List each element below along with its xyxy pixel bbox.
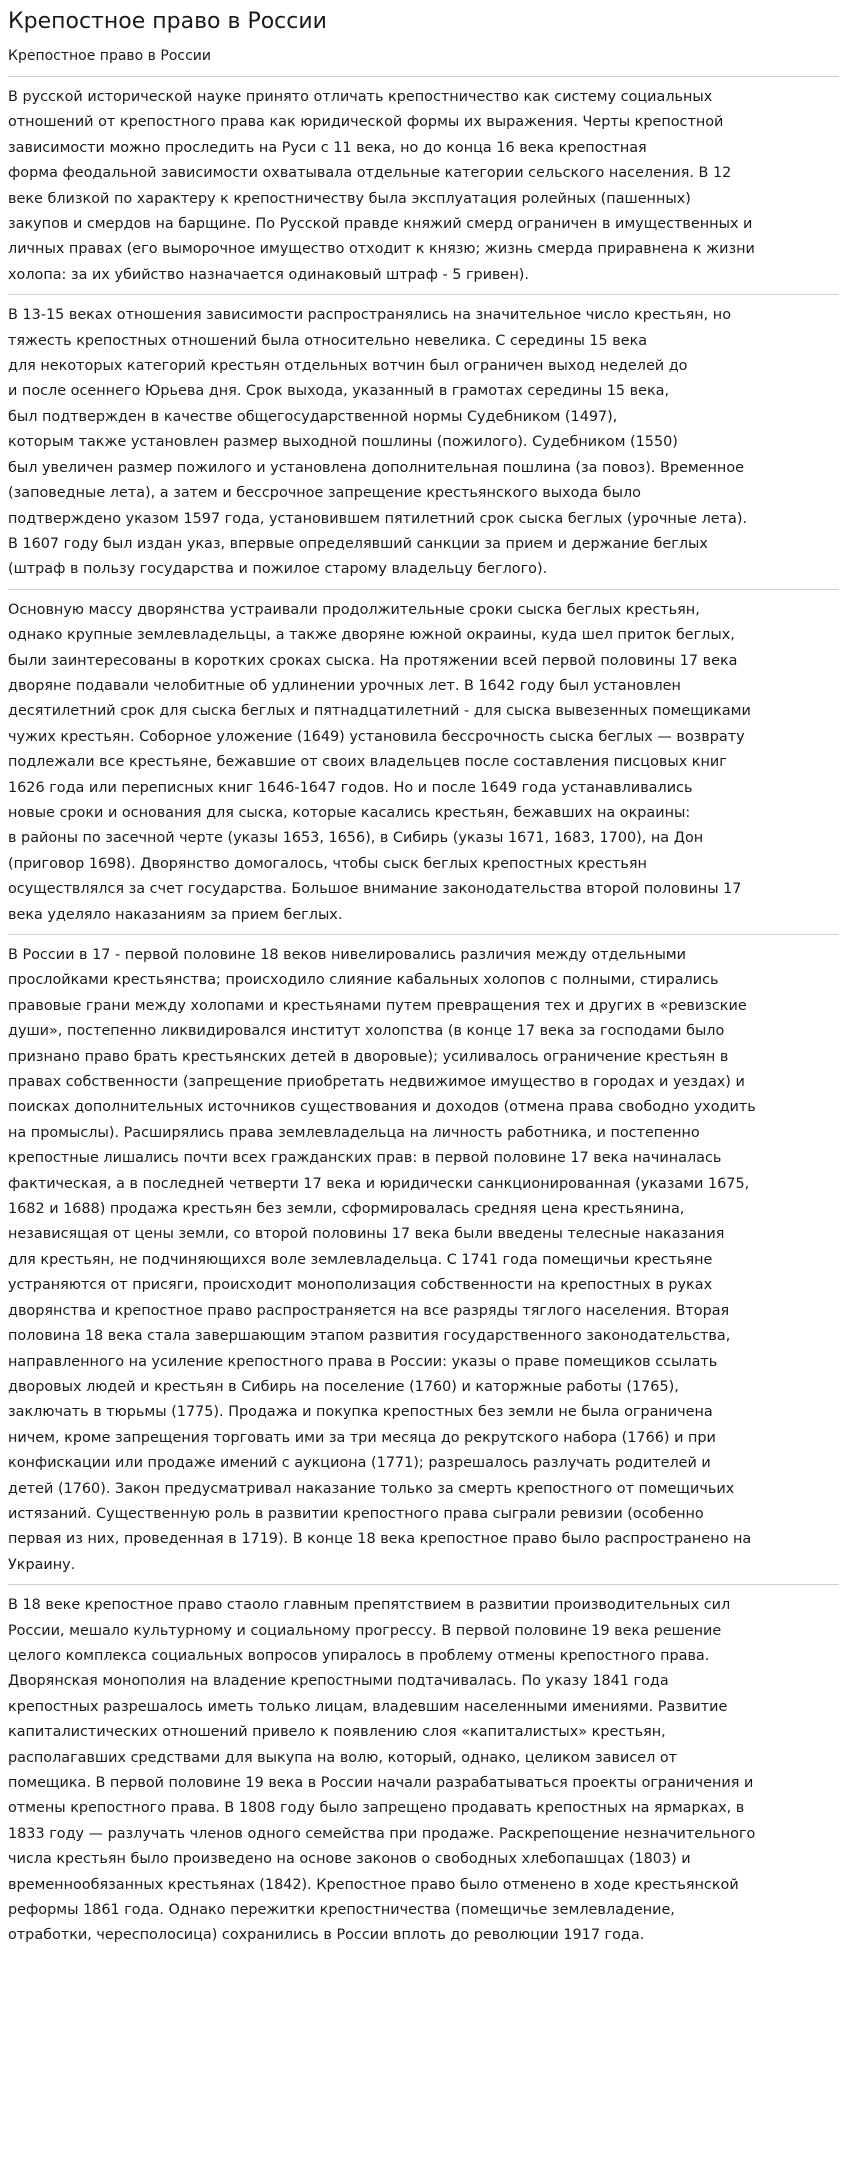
page-title: Крепостное право в России [8,9,327,34]
paragraph: В русской исторической науке принято отличать крепостничество как систему социальных отношений от крепостного права как юридической формы их выражения. Черты крепостной зависимости можно проследить на Руси с 11 века, но до конца 16 века крепостная форма феодальной зависимости охватывала отдельные категории сельского населения. В 12 веке близкой по характеру к крепостничеству была эксплуатация ролейных (пашенных) закупов и смердов на барщине. По Русской правде княжий смерд ограничен в имущественных и личных правах (его выморочное имущество отходит к князю; жизнь смерда приравнена к жизни холопа: за их убийство назначается одинаковый штраф - 5 гривен). [8,77,839,295]
page-subtitle: Крепостное право в России [8,48,211,64]
paragraph: В России в 17 - первой половине 18 веков нивелировались различия между отдельными прослойками крестьянства; происходило слияние кабальных холопов с полными, стирались правовые грани между холопами и крестьянами путем превращения тех и других в «ревизские души», постепенно ликвидировался институт холопства (в конце 17 века за господами было признано право брать крестьянских детей в дворовые); усиливалось ограничение крестьян в правах собственности (запрещение приобретать недвижимое имущество в городах и уездах) и поисках дополнительных источников существования и доходов (отмена права свободно уходить на промыслы). Расширялись права землевладельца на личность работника, и постепенно крепостные лишались почти всех гражданских прав: в первой половине 17 века начиналась фактическая, а в последней четверти 17 века и юридически санкционированная (указами 1675, 1682 и 1688) продажа крестьян без земли, сформировалась средняя цена крестьянина, независящая от цены земли, со второй половины 17 века были введены телесные наказания для крестьян, не подчиняющихся воле землевладельца. С 1741 года помещичьи крестьяне устраняются от присяги, происходит монополизация собственности на крепостных в руках дворянства и крепостное право распространяется на все разряды тяглого населения. Вторая половина 18 века стала завершающим этапом развития государственного законодательства, направленного на усиление крепостного права в России: указы о праве помещиков ссылать дворовых людей и крестьян в Сибирь на поселение (1760) и каторжные работы (1765), заключать в тюрьмы (1775). Продажа и покупка крепостных без земли не была ограничена ничем, кроме запрещения торговать ими за три месяца до рекрутского набора (1766) и при конфискации или продаже имений с аукциона (1771); разрешалось разлучать родителей и детей (1760). Закон предусматривал наказание только за смерть крепостного от помещичьих истязаний. Существенную роль в развитии крепостного права сыграли ревизии (особенно первая из них, проведенная в 1719). В конце 18 века крепостное право было распространено на Украину. [8,935,839,1585]
paragraph: Основную массу дворянства устраивали продолжительные сроки сыска беглых крестьян, однако крупные землевладельцы, а также дворяне южной окраины, куда шел приток беглых, были заинтересованы в коротких сроках сыска. На протяжении всей первой половины 17 века дворяне подавали челобитные об удлинении урочных лет. В 1642 году был установлен десятилетний срок для сыска беглых и пятнадцатилетний - для сыска вывезенных помещиками чужих крестьян. Соборное уложение (1649) установила бессрочность сыска беглых — возврату подлежали все крестьяне, бежавшие от своих владельцев после составления писцовых книг 1626 года или переписных книг 1646-1647 годов. Но и после 1649 года устанавливались новые сроки и основания для сыска, которые касались крестьян, бежавших на окраины: в районы по засечной черте (указы 1653, 1656), в Сибирь (указы 1671, 1683, 1700), на Дон (приговор 1698). Дворянство домогалось, чтобы сыск беглых крепостных крестьян осуществлялся за счет государства. Большое внимание законодательства второй половины 17 века уделяло наказаниям за прием беглых. [8,590,839,935]
paragraph: В 13-15 веках отношения зависимости распространялись на значительное число крестьян, но тяжесть крепостных отношений была относительно невелика. С середины 15 века для некоторых категорий крестьян отдельных вотчин был ограничен выход неделей до и после осеннего Юрьева дня. Срок выхода, указанный в грамотах середины 15 века, был подтвержден в качестве общегосударственной нормы Судебником (1497), которым также установлен размер выходной пошлины (пожилого). Судебником (1550) был увеличен размер пожилого и установлена дополнительная пошлина (за повоз). Временное (заповедные лета), а затем и бессрочное запрещение крестьянского выхода было подтверждено указом 1597 года, установившем пятилетний срок сыска беглых (урочные лета). В 1607 году был издан указ, впервые определявший санкции за прием и держание беглых (штраф в пользу государства и пожилое старому владельцу беглого). [8,295,839,589]
paragraph: В 18 веке крепостное право стаоло главным препятствием в развитии производительных сил России, мешало культурному и социальному прогрессу. В первой половине 19 века решение целого комплекса социальных вопросов упиралось в проблему отмены крепостного права. Дворянская монополия на владение крепостными подтачивалась. По указу 1841 года крепостных разрешалось иметь только лицам, владевшим населенными имениями. Развитие капиталистических отношений привело к появлению слоя «капиталистых» крестьян, располагавших средствами для выкупа на волю, который, однако, целиком зависел от помещика. В первой половине 19 века в России начали разрабатываться проекты ограничения и отмены крепостного права. В 1808 году было запрещено продавать крепостных на ярмарках, в 1833 году — разлучать членов одного семейства при продаже. Раскрепощение незначительного числа крестьян было произведено на основе законов о свободных хлебопашцах (1803) и временнообязанных крестьянах (1842). Крепостное право было отменено в ходе крестьянской реформы 1861 года. Однако пережитки крепостничества (помещичье землевладение, отработки, чересполосица) сохранились в России вплоть до революции 1917 года. [8,1597,756,1944]
article-body [8,77,839,1955]
